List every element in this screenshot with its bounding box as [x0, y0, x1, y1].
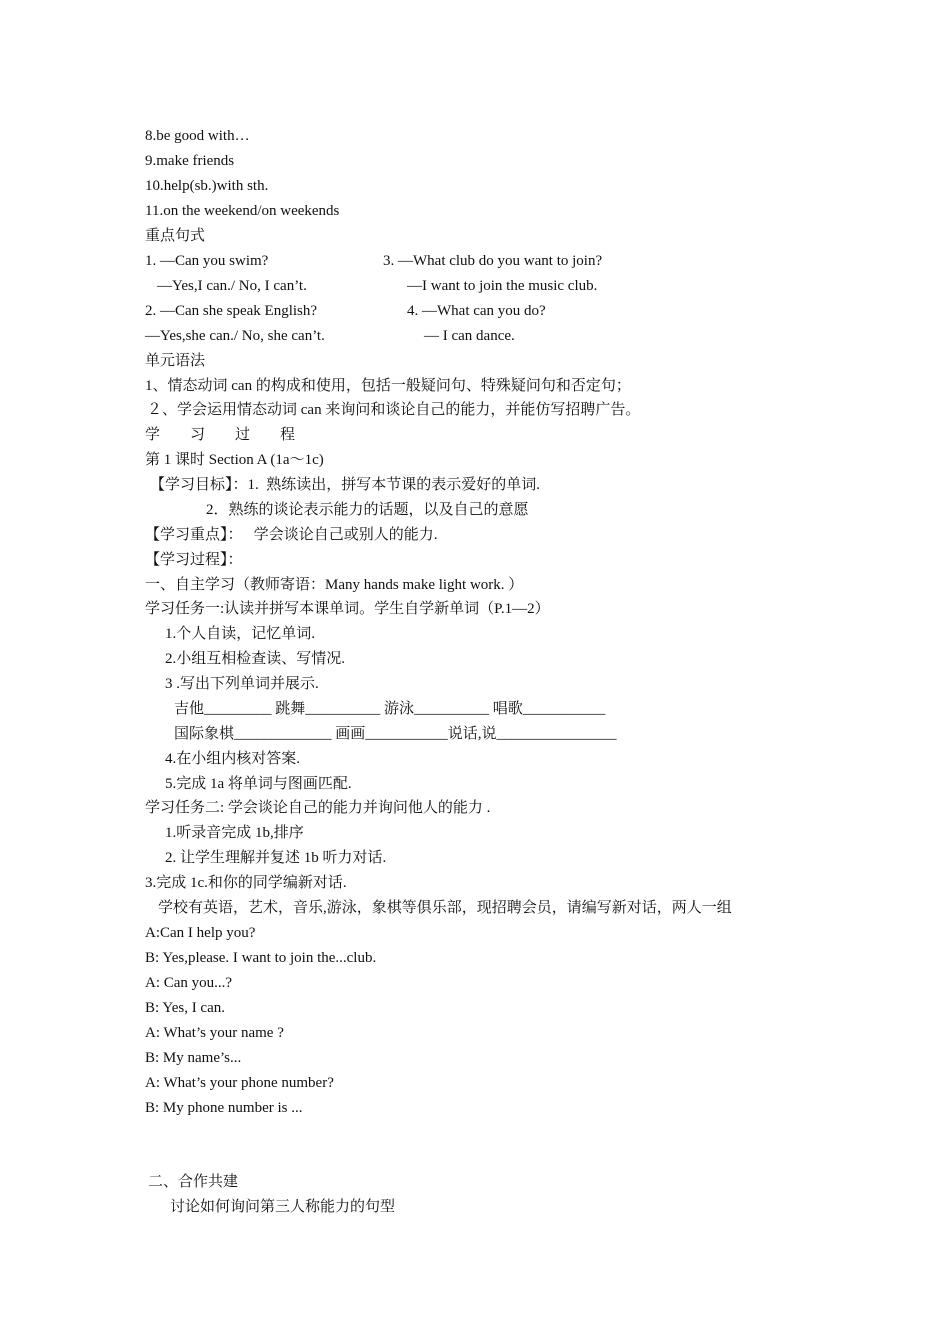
sentence-q3: 3. —What club do you want to join? — [383, 253, 603, 269]
sentence-q4: 4. —What can you do? — [407, 303, 546, 319]
task1-step-5: 5.完成 1a 将单词与图画匹配. — [165, 776, 352, 792]
task1-step-3: 3 .写出下列单词并展示. — [165, 676, 319, 692]
cooperation-text: 讨论如何询问第三人称能力的句型 — [170, 1199, 396, 1215]
grammar-point-2: ２、学会运用情态动词 can 来询问和谈论自己的能力，并能仿写招聘广告。 — [147, 402, 641, 418]
task2-title: 学习任务二: 学会谈论自己的能力并询问他人的能力 . — [145, 800, 491, 816]
sentence-a3: —I want to join the music club. — [407, 278, 598, 294]
cooperation-heading: 二、合作共建 — [148, 1174, 239, 1190]
grammar-heading: 单元语法 — [145, 353, 206, 369]
dialogue-line: B: Yes, I can. — [145, 1000, 226, 1016]
dialogue-line: B: My name’s... — [145, 1050, 242, 1066]
task1-title: 学习任务一:认读并拼写本课单词。学生自学新单词（P.1—2） — [145, 601, 550, 617]
vocab-item-11: 11.on the weekend/on weekends — [145, 203, 340, 219]
learning-goals: 【学习目标】：1. 熟练读出，拼写本节课的表示爱好的单词. — [150, 477, 541, 493]
learning-focus: 【学习重点】： 学会谈论自己或别人的能力. — [145, 527, 438, 543]
task2-step-1: 1.听录音完成 1b,排序 — [165, 825, 304, 841]
dialogue-line: A: What’s your name ? — [145, 1025, 284, 1041]
sentence-a4: — I can dance. — [424, 328, 515, 344]
sentence-a2: —Yes,she can./ No, she can’t. — [145, 328, 325, 344]
vocab-item-8: 8.be good with… — [145, 128, 250, 144]
task2-step-2: 2. 让学生理解并复述 1b 听力对话. — [165, 850, 387, 866]
sentence-q1: 1. —Can you swim? — [145, 253, 269, 269]
dialogue-line: A:Can I help you? — [145, 925, 256, 941]
word-blanks-row-2: 国际象棋_____________ 画画___________说话,说________________ — [174, 726, 617, 742]
dialogue-line: B: My phone number is ... — [145, 1100, 303, 1116]
task2-prompt: 学校有英语，艺术，音乐,游泳，象棋等俱乐部，现招聘会员，请编写新对话，两人一组 — [158, 900, 732, 916]
vocab-item-9: 9.make friends — [145, 153, 235, 169]
task2-step-3: 3.完成 1c.和你的同学编新对话. — [145, 875, 347, 891]
vocab-item-10: 10.help(sb.)with sth. — [145, 178, 269, 194]
task1-step-2: 2.小组互相检查读、写情况. — [165, 651, 346, 667]
sentence-q2: 2. —Can she speak English? — [145, 303, 318, 319]
lesson-title: 第 1 课时 Section A (1a～1c) — [145, 452, 324, 468]
sentence-a1: —Yes,I can./ No, I can’t. — [157, 278, 307, 294]
key-sentences-heading: 重点句式 — [145, 228, 206, 244]
self-study-heading: 一、自主学习（教师寄语：Many hands make light work. ） — [145, 577, 524, 593]
grammar-point-1: 1、情态动词 can 的构成和使用，包括一般疑问句、特殊疑问句和否定句； — [145, 378, 631, 394]
word-blanks-row-1: 吉他_________ 跳舞__________ 游泳__________ 唱歌___________ — [174, 701, 606, 717]
dialogue-line: B: Yes,please. I want to join the...club. — [145, 950, 377, 966]
learning-goals-2: 2．熟练的谈论表示能力的话题，以及自己的意愿 — [206, 502, 529, 518]
dialogue-line: A: Can you...? — [145, 975, 233, 991]
task1-step-4: 4.在小组内核对答案. — [165, 751, 301, 767]
learning-procedure: 【学习过程】： — [145, 552, 243, 568]
process-title: 学 习 过 程 — [145, 427, 296, 443]
task1-step-1: 1.个人自读，记忆单词. — [165, 626, 316, 642]
dialogue-line: A: What’s your phone number? — [145, 1075, 334, 1091]
